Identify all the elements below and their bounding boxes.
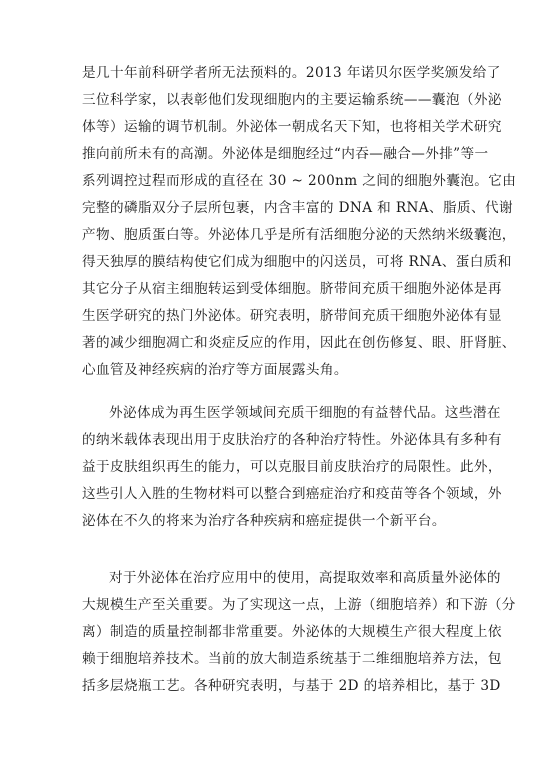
paragraph-line: 三位科学家，以表彰他们发现细胞内的主要运输系统——囊泡（外泌 [82,92,502,108]
paragraph-exosome-intro [82,60,517,384]
paragraph-first-line: 对于外泌体在治疗应用中的使用，高提取效率和高质量外泌体的 [109,570,501,586]
paragraph-line: 泌体在不久的将来为治疗各种疾病和癌症提供一个新平台。 [82,513,446,529]
paragraph-first-line: 外泌体成为再生医学领域间充质干细胞的有益替代品。这些潜在 [109,405,501,421]
paragraph-line: 离）制造的质量控制都非常重要。外泌体的大规模生产很大程度上依 [82,624,502,640]
paragraph-line: 括多层烧瓶工艺。各种研究表明，与基于 2D 的培养相比，基于 3D [82,678,501,694]
paragraph-skin-therapy [82,400,502,535]
paragraph-large-scale-production [82,565,516,700]
paragraph-line: 生医学研究的热门外泌体。研究表明，脐带间充质干细胞外泌体有显 [82,308,502,324]
paragraph-line: 心血管及神经疾病的治疗等方面展露头角。 [82,362,348,378]
paragraph-line: 大规模生产至关重要。为了实现这一点，上游（细胞培养）和下游（分 [82,597,516,613]
paragraph-line: 著的减少细胞凋亡和炎症反应的作用，因此在创伤修复、眼、肝肾脏、 [82,335,516,351]
paragraph-line: 的纳米载体表现出用于皮肤治疗的各种治疗特性。外泌体具有多种有 [82,432,502,448]
paragraph-line: 系列调控过程而形成的直径在 30 ~ 200nm 之间的细胞外囊泡。它由 [82,173,517,189]
paragraph-line: 得天独厚的膜结构使它们成为细胞中的闪送员，可将 RNA、蛋白质和 [82,254,512,270]
paragraph-line: 产物、胞质蛋白等。外泌体几乎是所有活细胞分泌的天然纳米级囊泡， [82,227,516,243]
paragraph-line: 推向前所未有的高潮。外泌体是细胞经过“内吞—融合—外排”等一 [82,146,489,162]
paragraph-line: 完整的磷脂双分子层所包裹，内含丰富的 DNA 和 RNA、脂质、代谢 [82,200,513,216]
paragraph-line: 是几十年前科研学者所无法预料的。2013 年诺贝尔医学奖颁发给了 [82,65,501,81]
paragraph-line: 体等）运输的调节机制。外泌体一朝成名天下知，也将相关学术研究 [82,119,502,135]
paragraph-line: 益于皮肤组织再生的能力，可以克服目前皮肤治疗的局限性。此外， [82,459,502,475]
paragraph-line: 其它分子从宿主细胞转运到受体细胞。脐带间充质干细胞外泌体是再 [82,281,502,297]
paragraph-line: 这些引人入胜的生物材料可以整合到癌症治疗和疫苗等各个领域，外 [82,486,502,502]
paragraph-line: 赖于细胞培养技术。当前的放大制造系统基于二维细胞培养方法，包 [82,651,502,667]
